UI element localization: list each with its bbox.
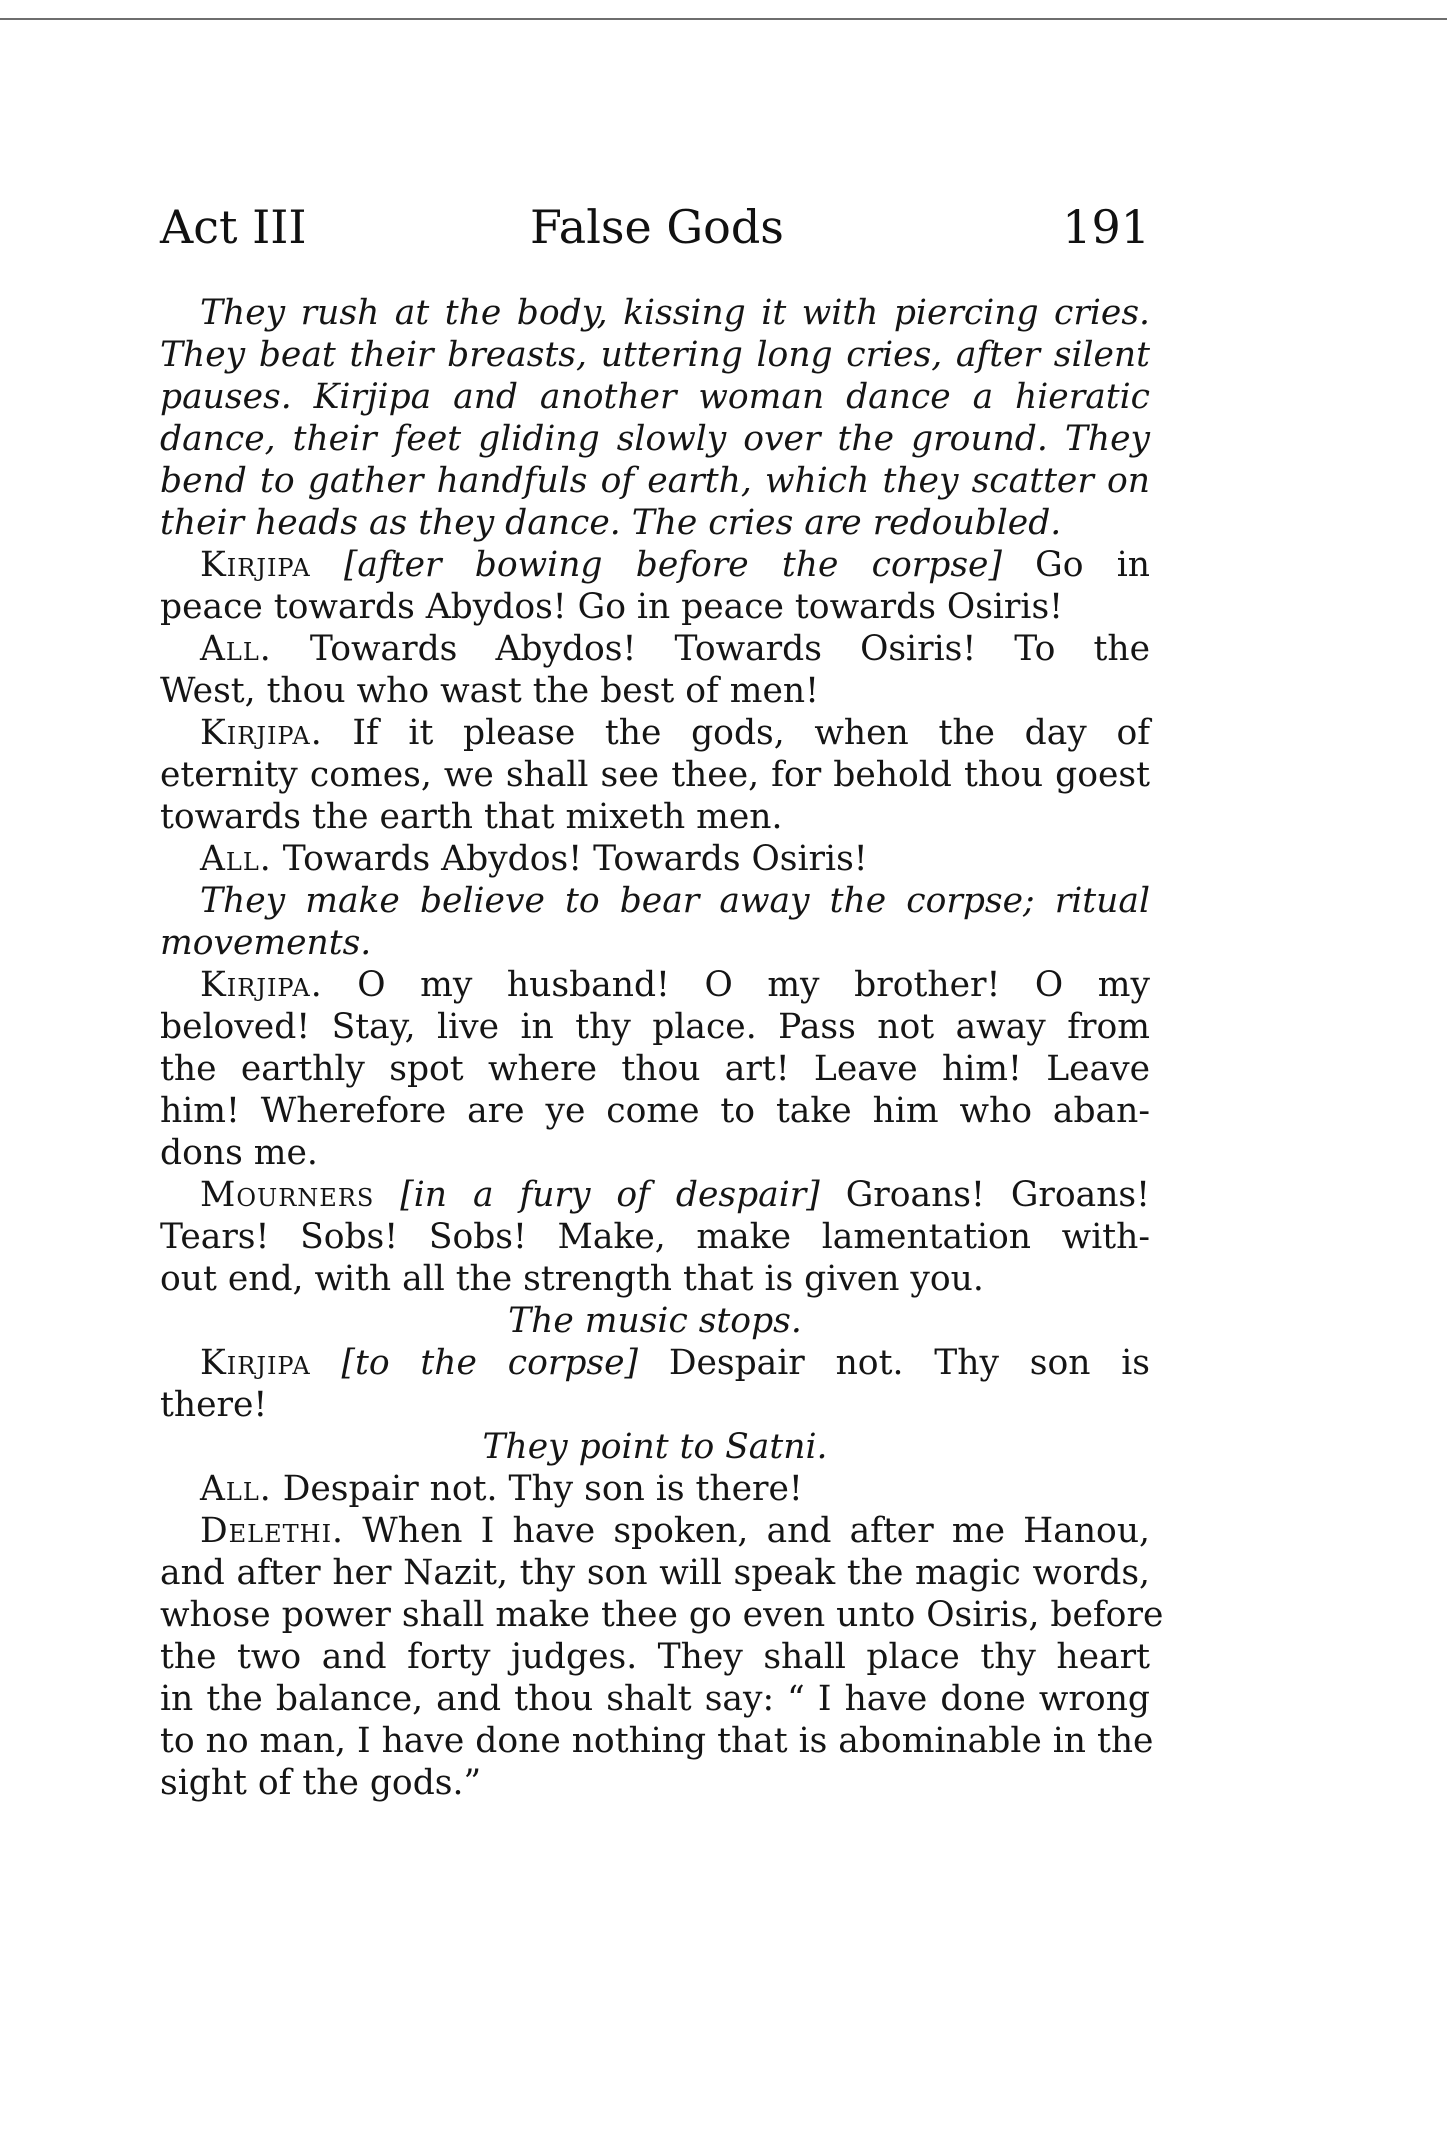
speaker-name: Kirjipa	[200, 545, 311, 585]
stage-direction-line: pauses. Kirjipa and another woman dance a hieratic	[160, 377, 1150, 417]
running-header	[160, 200, 1150, 270]
speaker-name: Kirjipa.	[200, 965, 323, 1005]
stage-direction-line: They point to Satni.	[482, 1427, 828, 1467]
inline-direction: [in a fury of despair]	[400, 1175, 820, 1215]
dialogue-line: Kirjipa [after bowing before the corpse] Go in	[200, 545, 1150, 585]
dialogue-line: eternity comes, we shall see thee, for behold thou goest	[160, 755, 1150, 795]
inline-direction: [to the corpse]	[341, 1343, 638, 1383]
page-body	[160, 292, 1164, 1804]
dialogue-line: towards the earth that mixeth men.	[160, 797, 783, 837]
speaker-name: Kirjipa	[200, 1343, 311, 1383]
dialogue-line: Tears! Sobs! Sobs! Make, make lamentation with-	[160, 1217, 1150, 1257]
dialogue-line: him! Wherefore are ye come to take him who aban-	[160, 1091, 1150, 1131]
stage-direction-line: movements.	[160, 923, 372, 963]
top-rule	[0, 18, 1447, 20]
page-number: 191	[1062, 200, 1150, 254]
stage-direction-line: They make believe to bear away the corpse; ritual	[200, 881, 1150, 921]
act-label: Act III	[160, 200, 307, 254]
dialogue-line: to no man, I have done nothing that is abominable in the	[160, 1721, 1154, 1761]
stage-direction-line: The music stops.	[508, 1301, 802, 1341]
inline-direction: [after bowing before the corpse]	[343, 545, 1002, 585]
dialogue-line: beloved! Stay, live in thy place. Pass not away from	[160, 1007, 1150, 1047]
dialogue-line: West, thou who wast the best of men!	[160, 671, 819, 711]
stage-direction-line: dance, their feet gliding slowly over the ground. They	[160, 419, 1150, 459]
dialogue-line: Kirjipa. If it please the gods, when the day of	[200, 713, 1151, 753]
dialogue-line: Kirjipa. O my husband! O my brother! O my	[200, 965, 1151, 1005]
dialogue-line: there!	[160, 1385, 268, 1425]
speaker-name: Delethi.	[200, 1511, 345, 1551]
speaker-name: All.	[200, 629, 272, 669]
speaker-name: Kirjipa.	[200, 713, 323, 753]
dialogue-line: dons me.	[160, 1133, 318, 1173]
stage-direction-line: They beat their breasts, uttering long cries, after silent	[160, 335, 1150, 375]
dialogue-line: in the balance, and thou shalt say: “ I have done wrong	[160, 1679, 1150, 1719]
stage-direction-line: bend to gather handfuls of earth, which they scatter on	[160, 461, 1150, 501]
dialogue-line: Delethi. When I have spoken, and after me Hanou,	[200, 1511, 1151, 1551]
dialogue-line: All. Towards Abydos! Towards Osiris! To the	[200, 629, 1151, 669]
speaker-name: All.	[200, 1469, 272, 1509]
dialogue-line: and after her Nazit, thy son will speak the magic words,	[160, 1553, 1150, 1593]
dialogue-line: whose power shall make thee go even unto Osiris, before	[160, 1595, 1164, 1635]
dialogue-line: sight of the gods.”	[160, 1763, 482, 1803]
stage-direction-line: They rush at the body, kissing it with piercing cries.	[200, 293, 1150, 333]
book-title: False Gods	[530, 200, 784, 254]
dialogue-line: peace towards Abydos! Go in peace towards Osiris!	[160, 587, 1064, 627]
dialogue-line: out end, with all the strength that is given you.	[160, 1259, 984, 1299]
stage-direction-line: their heads as they dance. The cries are redoubled.	[160, 503, 1062, 543]
dialogue-line: Mourners [in a fury of despair] Groans! Groans!	[200, 1175, 1150, 1215]
speaker-name: All.	[200, 839, 272, 879]
dialogue-line: the earthly spot where thou art! Leave him! Leave	[160, 1049, 1150, 1089]
dialogue-line: Kirjipa [to the corpse] Despair not. Thy son is	[200, 1343, 1150, 1383]
dialogue-line: All. Towards Abydos! Towards Osiris!	[200, 839, 868, 879]
dialogue-line: the two and forty judges. They shall place thy heart	[160, 1637, 1150, 1677]
dialogue-line: All. Despair not. Thy son is there!	[200, 1469, 803, 1509]
speaker-name: Mourners	[200, 1175, 375, 1215]
